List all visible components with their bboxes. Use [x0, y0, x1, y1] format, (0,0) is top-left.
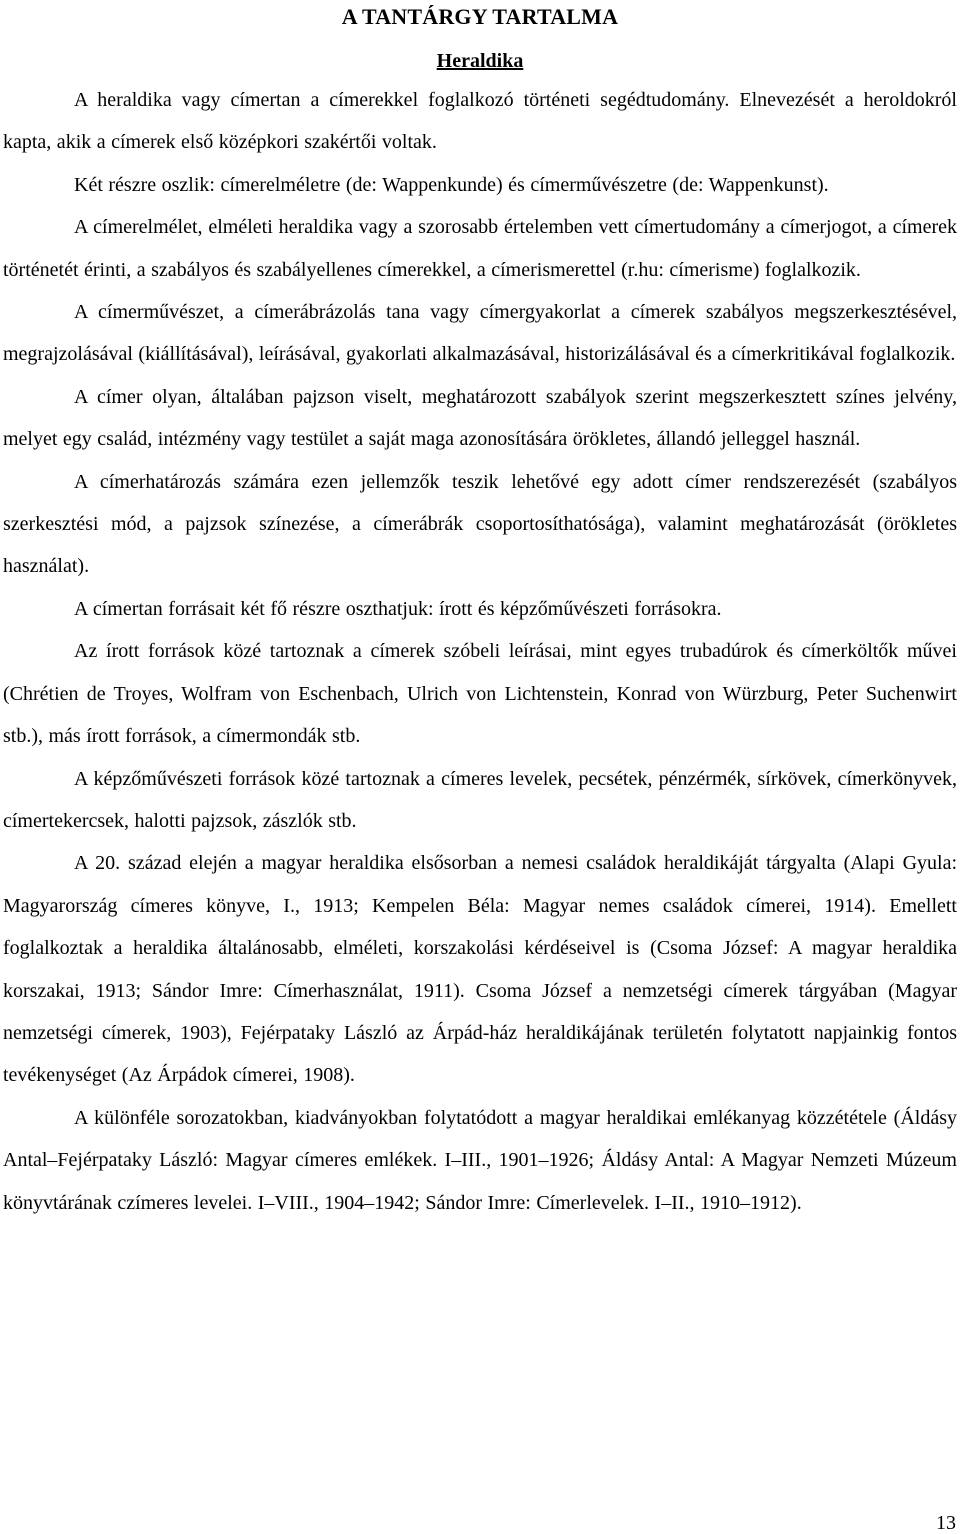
- body-text: [3, 79, 957, 1224]
- paragraph: A címerelmélet, elméleti heraldika vagy a szorosabb értelemben vett címertudomány a címerjogot, a címerek történetét érinti, a szabályos és szabályellenes címerekkel, a címerismerettel (r.hu: címerisme) foglalkozik.: [3, 216, 957, 281]
- paragraph: A heraldika vagy címertan a címerekkel foglalkozó történeti segédtudomány. Elnevezését a heroldokról kapta, akik a címerek első középkori szakértői voltak.: [3, 89, 957, 154]
- paragraph: Az írott források közé tartoznak a címerek szóbeli leírásai, mint egyes trubadúrok és címerköltők művei (Chrétien de Troyes, Wolfram von Eschenbach, Ulrich von Lichtenstein, Konrad von Würzburg, Peter Suchenwirt stb.), más írott források, a címermondák stb.: [3, 640, 957, 748]
- paragraph: A címerhatározás számára ezen jellemzők teszik lehetővé egy adott címer rendszerezését (szabályos szerkesztési mód, a pajzsok színezése, a címerábrák csoportosíthatósága), valamint meghatározását (örökletes használat).: [3, 470, 957, 578]
- paragraph: Két részre oszlik: címerelméletre (de: Wappenkunde) és címerművészetre (de: Wappenkunst).: [74, 173, 829, 196]
- paragraph: A képzőművészeti források közé tartoznak a címeres levelek, pecsétek, pénzérmék, sírkövek, címerkönyvek, címertekercsek, halotti pajzsok, zászlók stb.: [3, 767, 957, 832]
- page-number: 13: [936, 1512, 956, 1534]
- section-heading: Heraldika: [436, 50, 524, 72]
- paragraph: A 20. század elején a magyar heraldika elsősorban a nemesi családok heraldikáját tárgyalta (Alapi Gyula: Magyarország címeres könyve, I., 1913; Kempelen Béla: Magyar nemes családok címerei, 1914). Emellett foglalkoztak a heraldika általánosabb, elméleti, korszakolási kérdéseivel is (Csoma József: A magyar heraldika korszakai, 1913; Sándor Imre: Címerhasználat, 1911). Csoma József a nemzetségi címerek tárgyában (Magyar nemzetségi címerek, 1903), Fejérpataky László az Árpád-ház heraldikájának területén folytatott napjainkig fontos tevékenységet (Az Árpádok címerei, 1908).: [3, 852, 957, 1087]
- paragraph: A különféle sorozatokban, kiadványokban folytatódott a magyar heraldikai emlékanyag közzététele (Áldásy Antal–Fejérpataky László: Magyar címeres emlékek. I–III., 1901–1926; Áldásy Antal: A Magyar Nemzeti Múzeum könyvtárának czímeres levelei. I–VIII., 1904–1942; Sándor Imre: Címerlevelek. I–II., 1910–1912).: [3, 1106, 957, 1214]
- document-page: [3, 0, 957, 1224]
- paragraph: A címertan forrásait két fő részre oszthatjuk: írott és képzőművészeti forrásokra.: [74, 597, 722, 620]
- page-title: A TANTÁRGY TARTALMA: [341, 4, 619, 29]
- paragraph: A címerművészet, a címerábrázolás tana vagy címergyakorlat a címerek szabályos megszerkesztésével, megrajzolásával (kiállításával), leírásával, gyakorlati alkalmazásával, historizálásával és a címerkritikával foglalkozik.: [3, 301, 957, 366]
- paragraph: A címer olyan, általában pajzson viselt, meghatározott szabályok szerint megszerkesztett színes jelvény, melyet egy család, intézmény vagy testület a saját maga azonosítására örökletes, állandó jelleggel használ.: [3, 385, 957, 451]
